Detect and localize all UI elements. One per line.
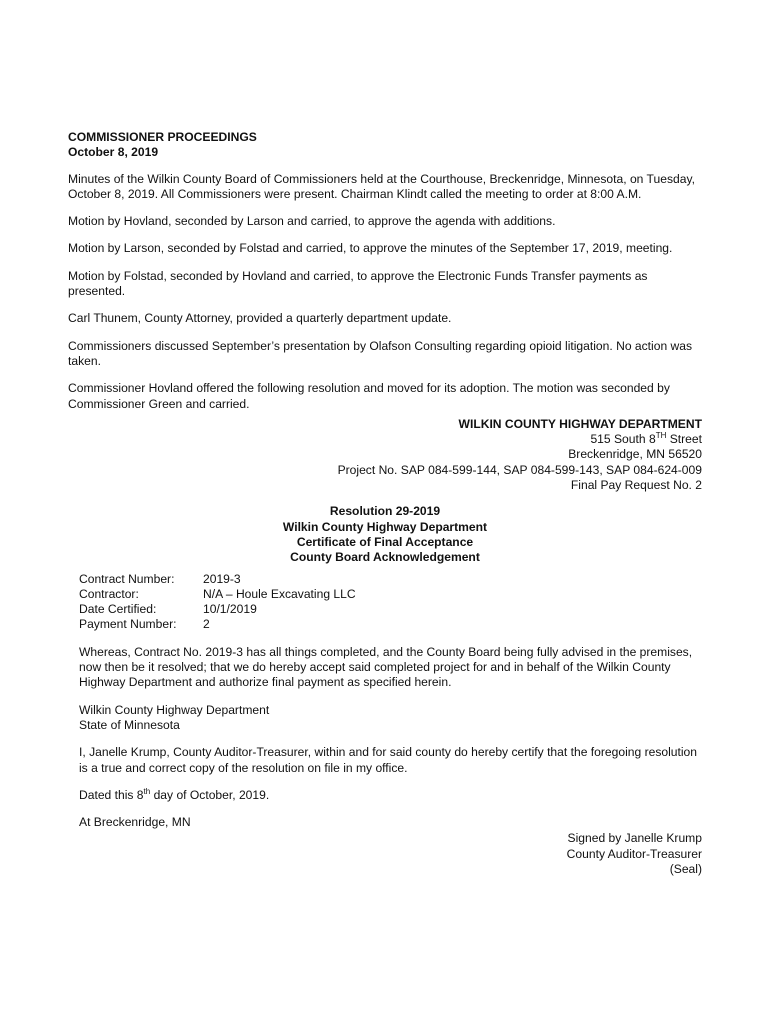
resolution-number: Resolution 29-2019 xyxy=(329,504,441,519)
resolution-department: Wilkin County Highway Department xyxy=(282,519,488,534)
department-line: Wilkin County Highway Department xyxy=(79,702,270,717)
resolution-certificate: Certificate of Final Acceptance xyxy=(296,534,474,549)
contract-details xyxy=(79,572,702,633)
motion-agenda: Motion by Hovland, seconded by Larson and carried, to approve the agenda with additions. xyxy=(68,214,556,229)
opioid-discussion: Commissioners discussed September’s presentation by Olafson Consulting regarding opioid litigation. No action was taken. xyxy=(68,338,693,368)
signer-title: County Auditor-Treasurer xyxy=(566,846,702,861)
meeting-date: October 8, 2019 xyxy=(68,145,159,160)
minutes-intro: Minutes of the Wilkin County Board of Commissioners held at the Courthouse, Breckenridge, Minnesota, on Tuesday, October 8, 2019. All Commissioners were present. Chairman Klindt called the meeting to order at 8:00 A.M. xyxy=(68,171,695,201)
field-value: 2 xyxy=(203,617,210,632)
field-value: 10/1/2019 xyxy=(203,602,257,617)
resolution-body xyxy=(68,572,702,831)
field-label: Contractor: xyxy=(79,586,139,601)
highway-city: Breckenridge, MN 56520 xyxy=(568,447,702,462)
seal-label: (Seal) xyxy=(669,861,702,876)
motion-eft: Motion by Folstad, seconded by Hovland and carried, to approve the Electronic Funds Transfer payments as presented. xyxy=(68,268,648,299)
highway-department-block xyxy=(68,417,702,493)
project-numbers: Project No. SAP 084-599-144, SAP 084-599-143, SAP 084-624-009 xyxy=(337,462,702,477)
field-label: Payment Number: xyxy=(79,617,177,632)
location-line: At Breckenridge, MN xyxy=(79,815,191,830)
field-label: Date Certified: xyxy=(79,602,157,617)
certification-statement: I, Janelle Krump, County Auditor-Treasurer, within and for said county do hereby certify that the foregoing resolution is a true and correct copy of the resolution on file in my office. xyxy=(79,745,698,775)
motion-minutes: Motion by Larson, seconded by Folstad and carried, to approve the minutes of the September 17, 2019, meeting. xyxy=(68,241,673,256)
document-title: COMMISSIONER PROCEEDINGS xyxy=(68,130,257,144)
state-line: State of Minnesota xyxy=(79,717,180,732)
whereas-clause: Whereas, Contract No. 2019-3 has all things completed, and the County Board being fully advised in the premises, now then be it resolved; that we do hereby accept said completed project for and in behalf of the Wilkin County Highway Department and authorize final payment as specified herein. xyxy=(79,644,693,690)
resolution-acknowledgement: County Board Acknowledgement xyxy=(290,550,480,565)
department-block xyxy=(79,703,702,734)
highway-department-name: WILKIN COUNTY HIGHWAY DEPARTMENT xyxy=(458,416,702,431)
field-label: Contract Number: xyxy=(79,571,175,586)
signature-block xyxy=(68,831,702,877)
pay-request: Final Pay Request No. 2 xyxy=(570,478,702,493)
highway-street: 515 South 8TH Street xyxy=(590,431,702,447)
field-value: N/A – Houle Excavating LLC xyxy=(203,586,356,601)
dated-line: Dated this 8th day of October, 2019. xyxy=(79,786,270,802)
proceedings-header xyxy=(68,130,702,161)
field-value: 2019-3 xyxy=(203,571,241,586)
attorney-update: Carl Thunem, County Attorney, provided a quarterly department update. xyxy=(68,311,452,326)
signed-by: Signed by Janelle Krump xyxy=(567,831,702,846)
document-page xyxy=(68,130,702,877)
resolution-motion: Commissioner Hovland offered the following resolution and moved for its adoption. The motion was seconded by Commissioner Green and carried. xyxy=(68,381,670,411)
resolution-heading xyxy=(68,504,702,565)
